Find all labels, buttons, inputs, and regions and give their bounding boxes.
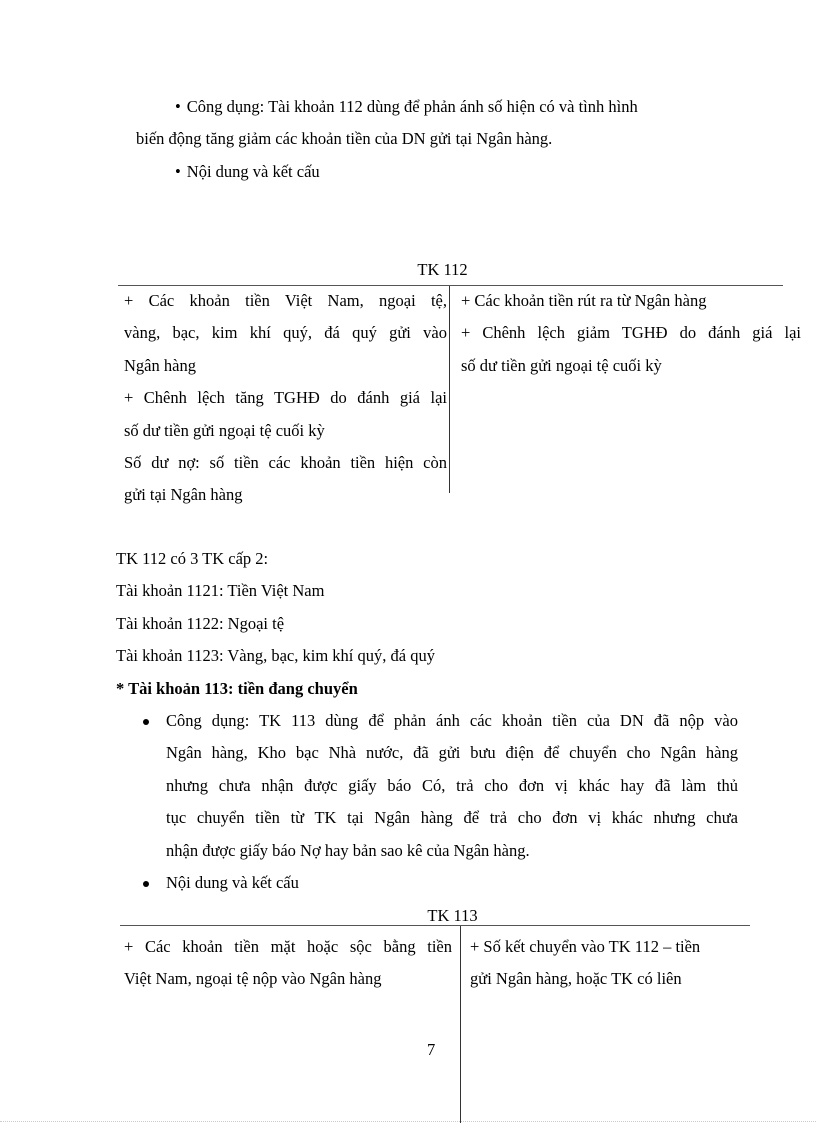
tk113-usage-line: Công dụng: TK 113 dùng để phản ánh các khoản tiền của DN đã nộp vào <box>166 711 738 730</box>
tk112-title: TK 112 <box>417 260 468 279</box>
tk112-debit-line: + Các khoản tiền Việt Nam, ngoại tệ, <box>124 291 447 310</box>
tk112-divider <box>449 286 450 493</box>
usage-line-1: • Công dụng: Tài khoản 112 dùng để phản ánh số hiện có và tình hình <box>175 97 638 117</box>
tk112-debit-line: Ngân hàng <box>124 356 196 375</box>
tk112-debit-line: số dư tiền gửi ngoại tệ cuối kỳ <box>124 421 325 440</box>
usage-line-2: biến động tăng giảm các khoản tiền của DN gửi tại Ngân hàng. <box>136 129 553 148</box>
tk113-usage-line: tục chuyển tiền từ TK tại Ngân hàng để trả cho đơn vị khác nhưng chưa <box>166 808 738 827</box>
tk112-debit-line: gửi tại Ngân hàng <box>124 485 243 504</box>
tk112-debit-line: Số dư nợ: số tiền các khoản tiền hiện còn <box>124 453 447 472</box>
tk112-debit-line: + Chênh lệch tăng TGHĐ do đánh giá lại <box>124 388 447 407</box>
tk113-debit-line: + Các khoản tiền mặt hoặc sộc bằng tiền <box>124 937 452 956</box>
tk113-usage-line: nhận được giấy báo Nợ hay bản sao kê của Ngân hàng. <box>166 841 530 860</box>
bullet-icon <box>143 719 149 725</box>
sub-account-item: Tài khoản 1121: Tiền Việt Nam <box>116 581 325 600</box>
page-number: 7 <box>427 1040 436 1059</box>
tk112-credit-line: số dư tiền gửi ngoại tệ cuối kỳ <box>461 356 662 375</box>
tk113-usage-line: Ngân hàng, Kho bạc Nhà nước, đã gửi bưu điện để chuyển cho Ngân hàng <box>166 743 738 762</box>
tk112-top-rule <box>118 285 783 286</box>
tk113-debit-line: Việt Nam, ngoại tệ nộp vào Ngân hàng <box>124 969 382 988</box>
content-label-113: Nội dung và kết cấu <box>166 873 299 892</box>
bullet-icon <box>143 881 149 887</box>
tk113-title: TK 113 <box>427 906 478 925</box>
sub-account-item: Tài khoản 1122: Ngoại tệ <box>116 614 285 633</box>
tk112-debit-line: vàng, bạc, kim khí quý, đá quý gửi vào <box>124 323 447 342</box>
tk113-top-rule <box>120 925 750 926</box>
tk113-credit-line: + Số kết chuyển vào TK 112 – tiền <box>470 937 701 956</box>
tk112-credit-line: + Các khoản tiền rút ra từ Ngân hàng <box>461 291 707 310</box>
tk113-heading <box>116 679 358 699</box>
tk113-heading-text: * Tài khoản 113: tiền đang chuyển <box>116 679 358 698</box>
tk113-divider <box>460 926 461 1123</box>
sub-account-item: Tài khoản 1123: Vàng, bạc, kim khí quý, đá quý <box>116 646 435 665</box>
tk113-credit-line: gửi Ngân hàng, hoặc TK có liên <box>470 969 682 988</box>
tk113-usage-line: nhưng chưa nhận được giấy báo Có, trả cho đơn vị khác hay đã làm thủ <box>166 776 738 795</box>
tk112-credit-line: + Chênh lệch giảm TGHĐ do đánh giá lại <box>461 323 801 342</box>
sub-accounts-heading: TK 112 có 3 TK cấp 2: <box>116 549 269 568</box>
content-label-112: • Nội dung và kết cấu <box>175 162 320 182</box>
page-bottom-edge <box>0 1121 816 1122</box>
